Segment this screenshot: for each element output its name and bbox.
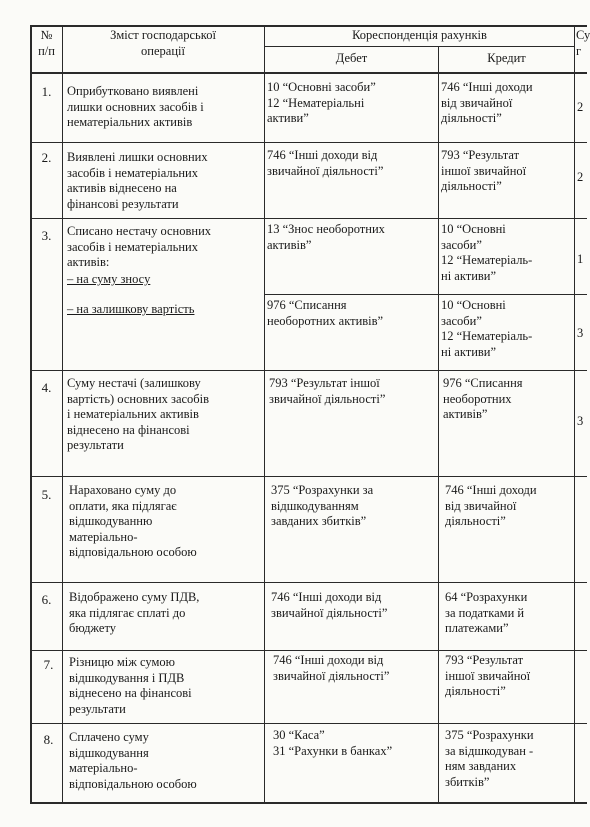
correspondence-header: Кореспонденція рахунків [352,28,487,42]
row-7-content: Різницю між сумою відшкодування і ПДВ віднесено на фінансові результати [69,655,192,716]
row-2-credit: 793 “Результат іншої звичайної діяльності” [441,148,527,193]
row-3-debit-residual: 976 “Списання необоротних активів” [267,298,384,328]
row-3-content: Списано нестачу основних засобів і нематеріальних активів: [67,224,212,269]
row-1-debit: 10 “Основні засоби” 12 “Нематеріальні активи” [267,80,376,125]
row3-inner-divider [264,294,587,295]
debit-credit-divider [438,46,439,803]
row-3-credit-depreciation: 10 “Основні засоби” 12 “Нематеріаль- ні активи” [441,222,533,283]
row-8-debit: 30 “Каса” 31 “Рахунки в банках” [273,728,393,758]
row-4-debit: 793 “Результат іншої звичайної діяльності” [269,376,386,406]
row-4-credit: 976 “Списання необоротних активів” [443,376,523,421]
row-divider-3 [30,370,587,371]
row-2-debit: 746 “Інші доходи від звичайної діяльності” [267,148,384,178]
credit-sum-divider [574,25,575,803]
header-bottom-border [30,72,587,74]
row-5-credit: 746 “Інші доходи від звичайної діяльності” [445,483,537,528]
row-3-sum-partial-2: 3 [577,326,584,340]
row-3-content-depreciation: – на суму зносу [67,272,151,286]
table-top-border [30,25,587,27]
row-3-number: 3. [41,228,52,243]
row-divider-5 [30,582,587,583]
row-5-content: Нараховано суму до оплати, яка підлягає відшкодуванню матеріально- відповідальною особою [69,483,197,559]
row-2-content: Виявлені лишки основних засобів і нематеріальних активів віднесено на фінансові результати [67,150,208,211]
row-6-content: Відображено суму ПДВ, яка підлягає сплаті до бюджету [69,590,200,635]
row-3-sum-partial: 1 [577,252,584,266]
credit-header: Кредит [487,51,526,65]
row-7-debit: 746 “Інші доходи від звичайної діяльності” [273,653,390,683]
row-3-debit-depreciation: 13 “Знос необоротних активів” [267,222,385,252]
content-column-header: Зміст господарської операції [110,28,216,58]
row-1-content: Оприбутковано виявлені лишки основних засобів і нематеріальних активів [67,84,204,129]
row-6-credit: 64 “Розрахунки за податками й платежами” [445,590,528,635]
row-2-number: 2. [41,150,52,165]
row-3-credit-residual: 10 “Основні засоби” 12 “Нематеріаль- ні активи” [441,298,533,359]
debit-header: Дебет [335,51,368,65]
row-divider-7 [30,723,587,724]
row-7-credit: 793 “Результат іншої звичайної діяльності” [445,653,531,698]
row-3-content-residual: – на залишкову вартість [67,302,195,316]
row-5-debit: 375 “Розрахунки за відшкодуванням завданих збитків” [271,483,374,528]
row-4-sum-partial: 3 [577,414,584,428]
row-5-number: 5. [41,487,52,502]
row-divider-4 [30,476,587,477]
row-1-credit: 746 “Інші доходи від звичайної діяльності” [441,80,533,125]
row-8-content: Сплачено суму відшкодування матеріально- відповідальною особою [69,730,197,791]
row-1-number: 1. [41,84,52,99]
row-8-number: 8. [43,732,54,747]
row-divider-1 [30,142,587,143]
row-6-debit: 746 “Інші доходи від звичайної діяльності” [271,590,388,620]
row-7-number: 7. [43,657,54,672]
num-col-divider [62,25,63,803]
row-2-sum-partial: 2 [577,170,584,184]
sum-column-header-partial: Су г [576,28,590,58]
header-subdivider [264,46,574,47]
row-8-credit: 375 “Розрахунки за відшкодуван - ням завданих збитків” [445,728,534,789]
table-bottom-border [30,802,587,804]
content-col-divider [264,25,265,803]
row-divider-6 [30,650,587,651]
row-4-number: 4. [41,380,52,395]
num-column-header: № п/п [38,28,55,58]
row-divider-2 [30,218,587,219]
row-6-number: 6. [41,592,52,607]
row-4-content: Суму нестачі (залишкову вартість) основних засобів і нематеріальних активів віднесено на фінансові результати [67,376,210,452]
table-left-border [30,25,32,803]
row-1-sum-partial: 2 [577,100,584,114]
